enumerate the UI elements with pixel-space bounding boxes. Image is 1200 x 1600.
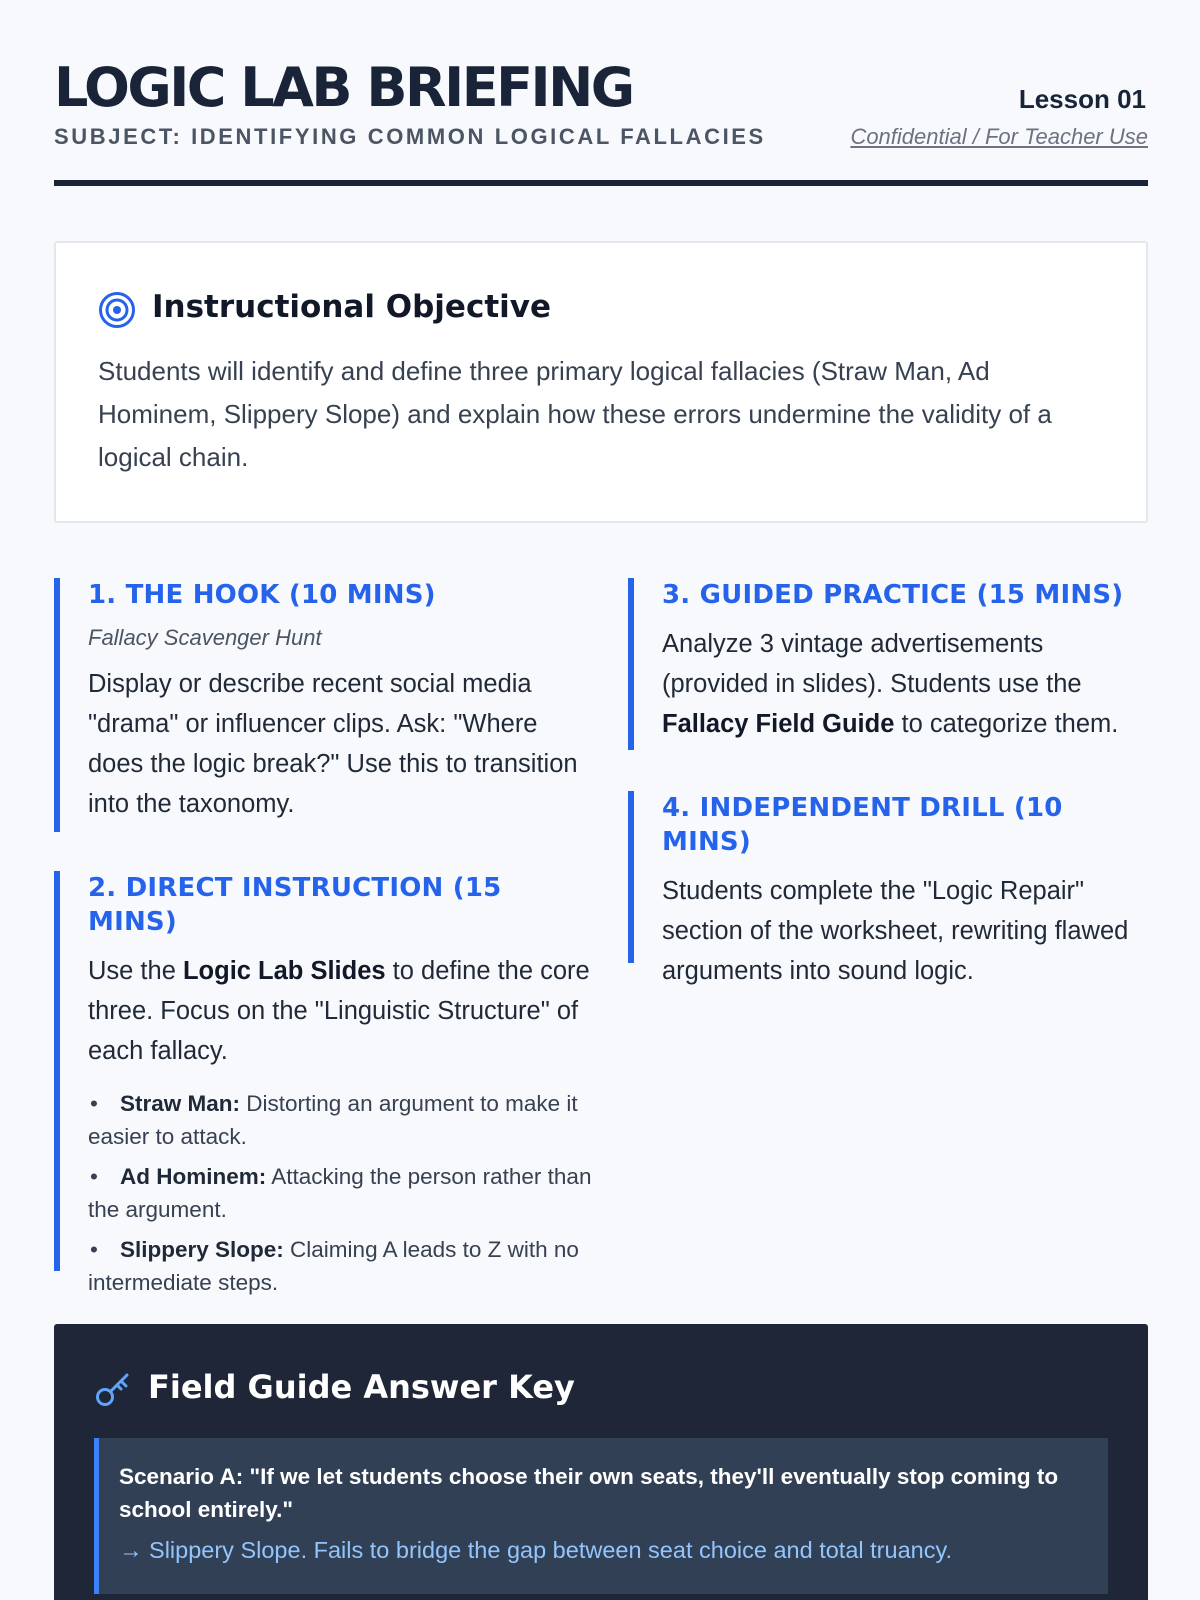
- list-item: • Straw Man: Distorting an argument to make it easier to attack.: [88, 1091, 578, 1149]
- answer-key-title: Field Guide Answer Key: [148, 1368, 575, 1406]
- body-text: Use the: [88, 957, 183, 985]
- section-title: 4. INDEPENDENT DRILL (10 MINS): [662, 793, 1063, 857]
- section-independent-drill: [628, 791, 1148, 985]
- objective-title: Instructional Objective: [152, 289, 552, 325]
- objective-card: [54, 241, 1148, 523]
- body-text: Analyze 3 vintage advertisements (provided in slides). Students use the: [662, 630, 1082, 698]
- page-title: LOGIC LAB BRIEFING: [54, 56, 633, 119]
- body-text: to categorize them.: [894, 710, 1119, 738]
- body-bold: Fallacy Field Guide: [662, 710, 895, 738]
- answer-key-panel: [54, 1324, 1148, 1600]
- section-title: 1. THE HOOK (10 MINS): [88, 580, 436, 610]
- section-guided-practice: [628, 578, 1148, 750]
- section-title: 3. GUIDED PRACTICE (15 MINS): [662, 580, 1124, 610]
- objective-text: Students will identify and define three primary logical fallacies (Straw Man, Ad Hominem, Slippery Slope) and explain how these errors undermine the validity of a logical chain.: [98, 356, 1052, 472]
- fallacy-term: Straw Man:: [120, 1091, 241, 1116]
- scenario-card: [94, 1438, 1108, 1594]
- scenario-question: Scenario A: "If we let students choose their own seats, they'll eventually stop coming to school entirely.": [119, 1464, 1059, 1522]
- list-item: • Slippery Slope: Claiming A leads to Z with no intermediate steps.: [88, 1237, 579, 1295]
- section-direct-instruction: [54, 871, 594, 1295]
- fallacy-definition: Attacking the person rather than the argument.: [88, 1164, 592, 1222]
- section-body: [88, 951, 594, 1071]
- section-hook: [54, 578, 594, 832]
- section-title: 2. DIRECT INSTRUCTION (15 MINS): [88, 873, 502, 937]
- fallacy-definition: Claiming A leads to Z with no intermediate steps.: [88, 1237, 579, 1295]
- fallacy-term: Slippery Slope:: [120, 1237, 284, 1262]
- body-text: to define the core three. Focus on the "Linguistic Structure" of each fallacy.: [88, 957, 590, 1065]
- lesson-number: Lesson 01: [1018, 84, 1146, 114]
- section-body: Display or describe recent social media "drama" or influencer clips. Ask: "Where does the logic break?" Use this to transition into the taxonomy.: [88, 670, 578, 818]
- section-body: [662, 624, 1148, 744]
- fallacy-definition: Distorting an argument to make it easier to attack.: [88, 1091, 578, 1149]
- target-icon: [98, 291, 136, 329]
- confidential-note: Confidential / For Teacher Use: [850, 124, 1148, 149]
- fallacy-list: [88, 1087, 594, 1299]
- fallacy-term: Ad Hominem:: [120, 1164, 267, 1189]
- scenario-answer: → Slippery Slope. Fails to bridge the gap between seat choice and total truancy.: [119, 1537, 952, 1563]
- list-item: • Ad Hominem: Attacking the person rather than the argument.: [88, 1164, 592, 1222]
- key-icon: [94, 1370, 132, 1408]
- body-bold: Logic Lab Slides: [182, 957, 386, 985]
- header: [54, 0, 1148, 186]
- subject-line: SUBJECT: IDENTIFYING COMMON LOGICAL FALLACIES: [54, 124, 766, 149]
- section-subtitle: Fallacy Scavenger Hunt: [88, 625, 322, 650]
- lesson-page: [54, 0, 1148, 1563]
- section-body: Students complete the "Logic Repair" section of the worksheet, rewriting flawed arguments into sound logic.: [662, 877, 1129, 985]
